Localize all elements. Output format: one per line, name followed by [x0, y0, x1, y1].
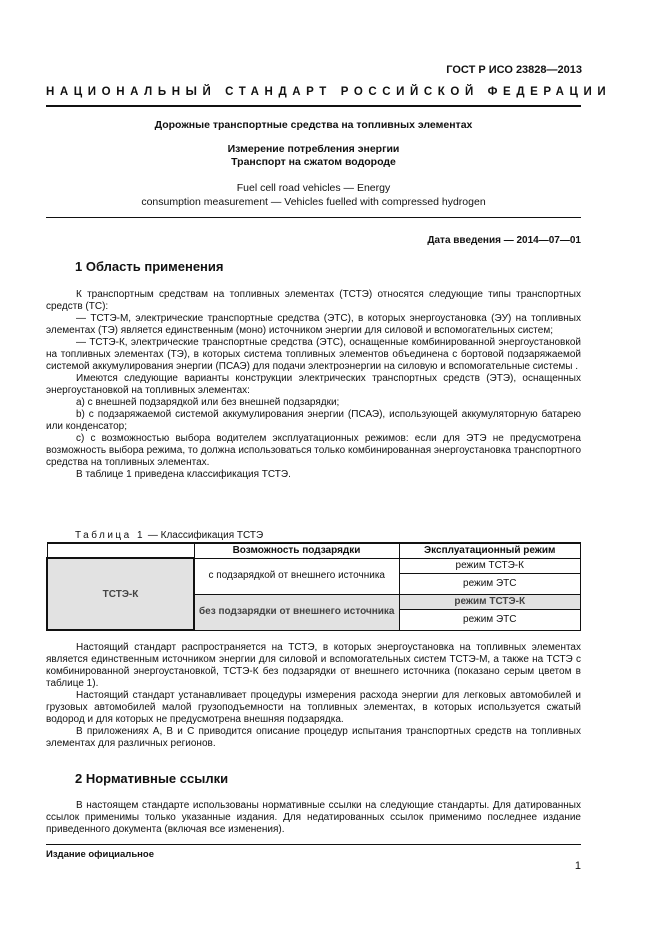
- table-1-caption-prefix: Таблица 1: [75, 530, 146, 541]
- table-row-label: ТСТЭ-К: [47, 558, 194, 630]
- table-1-caption-rest: — Классификация ТСТЭ: [145, 530, 264, 541]
- section-2-heading: 2 Нормативные ссылки: [75, 771, 229, 786]
- table-header-row: [47, 543, 581, 558]
- doc-number: ГОСТ Р ИСО 23828—2013: [446, 64, 582, 76]
- section-1-p2: — ТСТЭ-М, электрические транспортные средства (ЭТС), в которых энергоустановка (ЭУ) на топливных элементах (ТЭ) является единственным (моно) источником энергии для силовой и вспомогательных систем;: [46, 313, 581, 336]
- table-cell-mode-2: режим ЭТС: [399, 573, 581, 594]
- national-standard-title: НАЦИОНАЛЬНЫЙ СТАНДАРТ РОССИЙСКОЙ ФЕДЕРАЦИИ: [46, 86, 612, 98]
- after-table-body: [46, 642, 581, 750]
- page-number: 1: [574, 860, 581, 872]
- section-2-body: [46, 800, 581, 836]
- section-1-p8: В таблице 1 приведена классификация ТСТЭ.: [76, 469, 291, 480]
- table-cell-mode-4: режим ЭТС: [399, 609, 581, 630]
- section-1-p3: — ТСТЭ-К, электрические транспортные средства (ЭТС), оснащенные комбинированной энергоустановкой на топливных элементах (ТЭ), в которых система топливных элементов объединена с бортовой подзаряжаемой системой аккумулирования энергии (ПСАЭ) для подачи электроэнергии на силовую и вспомогательные системы .: [46, 337, 581, 372]
- title-rule: [46, 217, 581, 218]
- table-cell-mode-1: режим ТСТЭ-К: [399, 558, 581, 573]
- title-en-2: consumption measurement — Vehicles fuelled with compressed hydrogen: [141, 196, 486, 208]
- section-1-p5: а) с внешней подзарядкой или без внешней подзарядки;: [76, 397, 340, 408]
- section-2-p1: В настоящем стандарте использованы нормативные ссылки на следующие стандарты. Для датированных ссылок применимы только указанные издания. Для недатированных ссылок применимо последнее издание приведенного документа (включая все изменения).: [46, 800, 581, 835]
- table-header-charging: Возможность подзарядки: [194, 543, 399, 558]
- table-cell-charging-none: без подзарядки от внешнего источника: [194, 594, 399, 630]
- section-1-p6: b) с подзаряжаемой системой аккумулирования энергии (ПСАЭ), использующей аккумуляторную батарею или конденсатор;: [46, 409, 581, 432]
- after-table-p1: Настоящий стандарт распространяется на ТСТЭ, в которых энергоустановка на топливных элементах является единственным источником энергии для силовой и вспомогательных систем ТСТЭ-М, а также на ТСТЭ с комбинированной энергоустановкой, ТСТЭ-К без подзарядки от внешнего источника (показано серым цветом в таблице 1).: [46, 642, 581, 689]
- table-cell-charging-external: с подзарядкой от внешнего источника: [194, 558, 399, 594]
- after-table-p3: В приложениях А, В и С приводится описание процедур испытания транспортных средств на топливных элементах для различных регионов.: [46, 726, 581, 749]
- table-cell-mode-3: режим ТСТЭ-К: [399, 594, 581, 609]
- title-ru-2: Измерение потребления энергии: [227, 143, 400, 155]
- section-1-p1: К транспортным средствам на топливных элементах (ТСТЭ) относятся следующие типы транспортных средств (ТС):: [46, 289, 581, 312]
- after-table-p2: Настоящий стандарт устанавливает процедуры измерения расхода энергии для легковых автомобилей и грузовых автомобилей малой грузоподъемности на топливных элементах, в которых используется сжатый водород и для которых не предусмотрена внешняя подзарядка.: [46, 690, 581, 725]
- section-1-p7: с) с возможностью выбора водителем эксплуатационных режимов: если для ЭТЭ не предусмотрена возможность выбора режима, то должна использоваться только комбинированная энергоустановка транспортного средства на топливных элементах.: [46, 433, 581, 468]
- section-1-p4: Имеются следующие варианты конструкции электрических транспортных средств (ЭТЭ), оснащенных энергоустановкой на топливных элементах:: [46, 373, 581, 396]
- footer-rule: [46, 844, 581, 845]
- table-header-empty: [47, 543, 194, 558]
- title-ru-3: Транспорт на сжатом водороде: [231, 156, 396, 168]
- section-1-heading: 1 Область применения: [75, 259, 224, 274]
- table-1-caption: [75, 530, 263, 541]
- header-rule: [46, 105, 581, 107]
- intro-date: Дата введения — 2014—07—01: [427, 235, 581, 246]
- section-1-body: [46, 289, 581, 481]
- title-en-1: Fuel cell road vehicles — Energy: [236, 182, 391, 194]
- table-row: [47, 558, 581, 573]
- edition-label: Издание официальное: [46, 849, 154, 860]
- classification-table: [46, 542, 581, 631]
- table-header-mode: Эксплуатационный режим: [399, 543, 581, 558]
- title-ru-1: Дорожные транспортные средства на топливных элементах: [154, 119, 473, 131]
